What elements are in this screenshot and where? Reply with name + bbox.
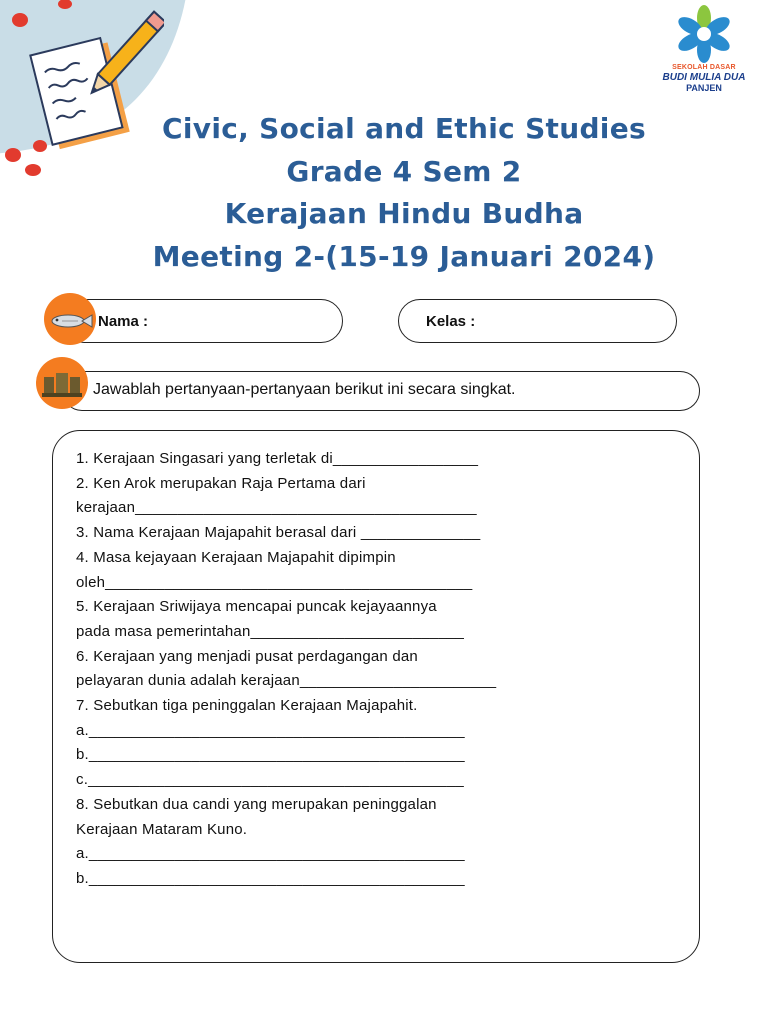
- logo-school-name: BUDI MULIA DUA: [662, 72, 746, 83]
- question-line: 3. Nama Kerajaan Majapahit berasal dari ______________: [76, 524, 481, 542]
- title-grade: Grade 4 Sem 2: [286, 154, 522, 188]
- question-line: a.____________________________________________: [76, 845, 465, 863]
- logo-school-type: SEKOLAH DASAR: [672, 64, 736, 71]
- question-line: kerajaan________________________________________: [76, 499, 477, 517]
- flower-star-icon: [672, 4, 736, 64]
- question-line: b.____________________________________________: [76, 869, 465, 887]
- logo-school-location: PANJEN: [686, 83, 722, 93]
- title-meeting: Meeting 2-(15-19 Januari 2024): [152, 239, 656, 273]
- fish-icon: [44, 293, 96, 345]
- title-topic: Kerajaan Hindu Budha: [224, 197, 584, 230]
- question-line: 7. Sebutkan tiga peninggalan Kerajaan Majapahit.: [76, 697, 418, 715]
- question-line: Kerajaan Mataram Kuno.: [76, 820, 248, 838]
- instruction-text: Jawablah pertanyaan-pertanyaan berikut ini secara singkat.: [93, 381, 516, 398]
- question-line: 5. Kerajaan Sriwijaya mencapai puncak kejayaannya: [76, 598, 437, 616]
- question-line: a.____________________________________________: [76, 721, 465, 739]
- page-title: [80, 108, 728, 278]
- questions-list: [76, 447, 556, 892]
- name-label: Nama :: [98, 313, 149, 330]
- question-line: 2. Ken Arok merupakan Raja Pertama dari: [76, 474, 366, 492]
- question-line: oleh___________________________________________: [76, 573, 473, 591]
- question-line: b.____________________________________________: [76, 746, 465, 764]
- question-line: 8. Sebutkan dua candi yang merupakan peninggalan: [76, 795, 437, 813]
- question-line: pada masa pemerintahan_________________________: [76, 622, 465, 640]
- temple-icon: [36, 357, 88, 409]
- fish-badge: [44, 293, 96, 345]
- school-logo: [652, 4, 756, 96]
- question-line: c.____________________________________________: [76, 771, 464, 789]
- question-line: 6. Kerajaan yang menjadi pusat perdagangan dan: [76, 647, 418, 665]
- class-label: Kelas :: [426, 313, 476, 330]
- title-subject: Civic, Social and Ethic Studies: [162, 112, 646, 145]
- question-line: 4. Masa kejayaan Kerajaan Majapahit dipimpin: [76, 548, 396, 566]
- temple-badge: [36, 357, 88, 409]
- question-line: pelayaran dunia adalah kerajaan_______________________: [76, 672, 497, 690]
- question-line: 1. Kerajaan Singasari yang terletak di_________________: [76, 450, 479, 467]
